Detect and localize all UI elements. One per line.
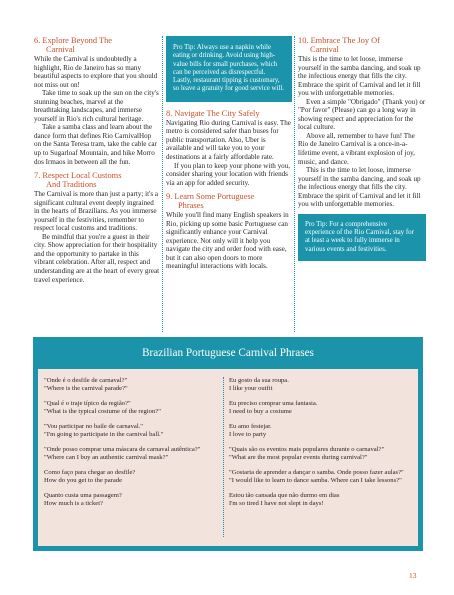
section-8-paragraph-2: If you plan to keep your phone with you, consider sharing your location with friends via an app for added security. bbox=[166, 161, 291, 187]
section-7-heading-line1: 7. Respect Local Customs bbox=[34, 171, 122, 181]
phrase-english: I'm so tired I have not slept in days! bbox=[229, 500, 324, 508]
phrase-portuguese: Quanto custa uma passagem? bbox=[44, 492, 122, 500]
section-7-paragraph-2: Be mindful that you're a guest in their city. Show appreciation for their hospitality and the opportunity to partake in this vibrant celebration. After all, respect and understanding are at the heart of every great travel experience. bbox=[34, 232, 160, 284]
page-number: 13 bbox=[409, 571, 417, 580]
column-1 bbox=[34, 36, 160, 284]
pro-tip-1-text: Pro Tip: Always use a napkin while eating or drinking. Avoid using high-value bills for small purchases, which can be perceived as disrespectful. Lastly, restaurant tipping is customary, so leave a gratuity for good service will. bbox=[173, 44, 284, 93]
phrase-english: I need to buy a costume bbox=[229, 407, 292, 415]
phrase-english: How much is a ticket? bbox=[44, 500, 103, 508]
phrase-portuguese: Eu gosto da sua roupa. bbox=[229, 377, 289, 384]
phrase-pair bbox=[44, 446, 212, 462]
pro-tip-box-1 bbox=[166, 36, 292, 102]
phrase-english: I like your outfit bbox=[229, 384, 273, 392]
phrase-portuguese: Eu preciso comprar uma fantasia. bbox=[229, 400, 318, 408]
section-7-heading bbox=[34, 171, 160, 189]
phrase-english: "Where is the carnival parade?" bbox=[44, 384, 128, 392]
pro-tip-2-text: Pro Tip: For a comprehensive experience of the Rio Carnival, stay for at least a week to fully immerse in various events and festivities. bbox=[305, 220, 414, 253]
section-6-paragraph-2: Take time to soak up the sun on the city's stunning beaches, marvel at the breathtaking landscapes, and immerse yourself in Rio's rich cultural heritage. bbox=[34, 89, 159, 123]
section-10-paragraph-1: This is the time to let loose, immerse yourself in the samba dancing, and soak up the infectious energy that fills the city. Embrace the spirit of Carnival and let it fill you with unforgettable memories. bbox=[298, 55, 421, 98]
section-6-heading bbox=[34, 36, 160, 54]
phrase-portuguese: "Onde posso comprar uma máscara de carnaval autêntica?" bbox=[44, 446, 201, 454]
phrase-english: "What is the typical costume of the region?" bbox=[44, 407, 161, 415]
phrase-portuguese: Eu amo festejar. bbox=[229, 423, 272, 431]
section-9-paragraph-1: While you'll find many English speakers in Rio, picking up some basic Portuguese can significantly enhance your Carnival experience. Not only will it help you navigate the city and order food with ease, but it can also open doors to more meaningful interactions with locals. bbox=[166, 211, 289, 271]
column-divider-2 bbox=[294, 36, 295, 332]
phrase-pair bbox=[229, 377, 412, 393]
phrases-column-right bbox=[229, 377, 412, 516]
phrase-portuguese: "Onde é o desfile de carnaval?" bbox=[44, 377, 128, 384]
section-7-heading-line2: And Traditions bbox=[46, 180, 97, 190]
phrase-english: "Where can I buy an authentic carnival mask?" bbox=[44, 454, 169, 462]
phrase-pair bbox=[229, 446, 412, 462]
phrase-pair bbox=[44, 423, 212, 439]
section-10-paragraph-4: This is the time to let loose, immerse yourself in the samba dancing, and soak up the infectious energy that fills the city. Embrace the spirit of Carnival and let it fill you with unforgettable memories. bbox=[298, 166, 421, 209]
section-7-paragraph-1: The Carnival is more than just a party; it's a significant cultural event deeply ingrained in the hearts of Brazilians. As you immerse yourself in the festivities, remember to respect local customs and traditions. bbox=[34, 190, 159, 233]
section-8-heading-text: 8. Navigate The City Safely bbox=[166, 108, 260, 118]
section-10-heading-line2: Carnival bbox=[310, 45, 339, 54]
phrase-pair bbox=[44, 469, 212, 485]
phrases-panel bbox=[33, 337, 423, 551]
section-10-heading-line1: 10. Embrace The Joy Of bbox=[298, 36, 380, 45]
pro-tip-box-2 bbox=[298, 214, 426, 261]
phrase-pair bbox=[229, 400, 412, 416]
section-10-paragraph-2: Even a simple "Obrigado" (Thank you) or "Por favor" (Please) can go a long way in showing respect and appreciation for the local culture. bbox=[298, 97, 426, 132]
section-6-heading-line1: 6. Explore Beyond The bbox=[34, 36, 112, 45]
phrases-column-divider bbox=[223, 377, 224, 537]
section-8-heading bbox=[166, 109, 292, 118]
section-9-heading bbox=[166, 192, 292, 210]
phrases-panel-title: Brazilian Portuguese Carnival Phrases bbox=[142, 347, 314, 359]
section-6-heading-line2: Carnival bbox=[46, 45, 75, 54]
phrase-english: "I'm going to participate in the carnival ball." bbox=[44, 430, 164, 438]
phrase-portuguese: Como faço para chegar ao desfile? bbox=[44, 469, 136, 477]
phrases-panel-body bbox=[38, 369, 418, 546]
phrase-pair bbox=[44, 492, 212, 508]
phrase-english: How do you get to the parade bbox=[44, 477, 123, 485]
section-9-heading-line1: 9. Learn Some Portuguese bbox=[166, 192, 255, 202]
section-10-paragraph-3: Above all, remember to have fun! The Rio de Janeiro Carnival is a once-in-a-lifetime event, a vibrant explosion of joy, music, and dance. bbox=[298, 131, 415, 166]
phrase-english: I love to party bbox=[229, 430, 267, 438]
phrase-portuguese: "Vou participar no baile de carnaval." bbox=[44, 423, 143, 431]
section-8-paragraph-1: Navigating Rio during Carnival is easy. The metro is considered safer than buses for public transportation. Also, Uber is available and will take you to your destinations at a fairly affordable rate. bbox=[166, 118, 291, 161]
column-divider-1 bbox=[162, 36, 163, 332]
section-10-heading bbox=[298, 36, 426, 54]
phrase-pair bbox=[44, 377, 212, 393]
phrase-pair bbox=[229, 469, 412, 485]
phrases-column-left bbox=[44, 377, 212, 516]
phrase-english: "What are the most popular events during carnival?" bbox=[229, 454, 368, 462]
column-3 bbox=[298, 36, 426, 261]
phrase-portuguese: "Gostaria de aprender a dançar o samba. Onde posso fazer aulas?" bbox=[229, 469, 404, 477]
section-6-paragraph-1: While the Carnival is undoubtedly a highlight, Rio de Janeiro has so many beautiful aspects to explore that you should not miss out on! bbox=[34, 55, 158, 89]
phrase-english: "I would like to learn to dance samba. Where can I take lessons?" bbox=[229, 477, 402, 485]
phrase-portuguese: "Quais são os eventos mais populares durante o carnaval?" bbox=[229, 446, 385, 454]
column-2 bbox=[166, 36, 292, 271]
phrase-pair bbox=[44, 400, 212, 416]
phrase-portuguese: Estou tão cansada que não durmo em dias bbox=[229, 492, 340, 500]
phrase-pair bbox=[229, 423, 412, 439]
phrase-pair bbox=[229, 492, 412, 508]
section-6-paragraph-3: Take a samba class and learn about the dance form that defines Rio CarnivalHop on the Santa Teresa tram, take the cable car up to Sugarloaf Mountain, and hike Morro dos Irmaos in between all the fun. bbox=[34, 123, 157, 166]
section-9-heading-line2: Phrases bbox=[178, 201, 204, 211]
phrase-portuguese: "Qual é o traje típico da região?" bbox=[44, 400, 131, 408]
